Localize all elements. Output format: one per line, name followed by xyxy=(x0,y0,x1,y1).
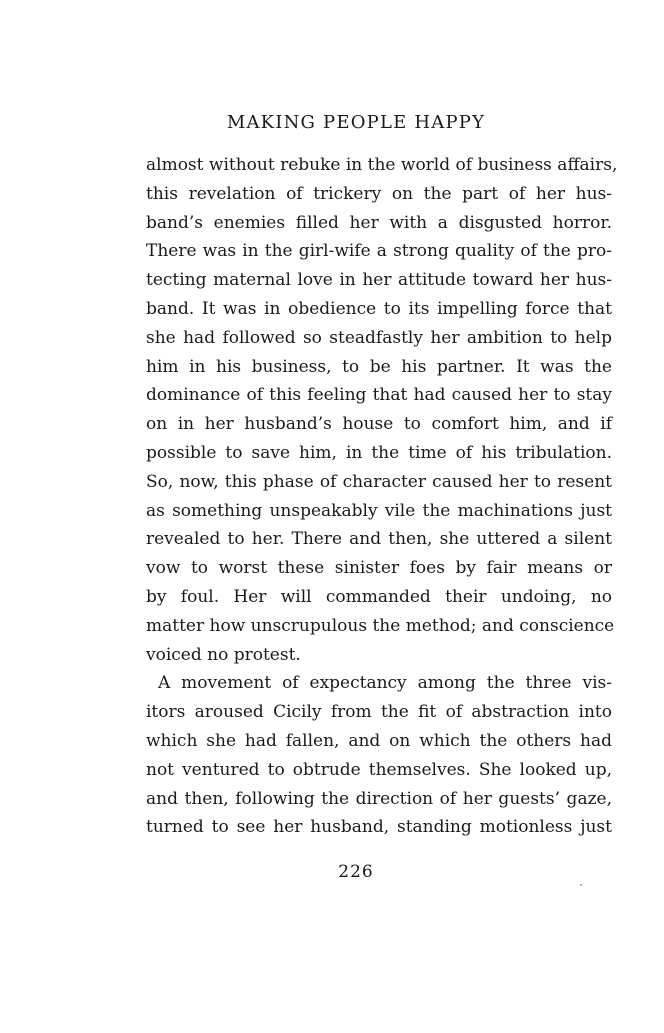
text-line-paragraph-end: voiced no protest. xyxy=(146,644,301,665)
text-line: by foul. Her will commanded their undoing, no xyxy=(146,586,612,607)
text-line: revealed to her. There and then, she uttered a silent xyxy=(146,529,612,550)
text-line: which she had fallen, and on which the others had xyxy=(146,730,612,751)
text-line: this revelation of trickery on the part of her hus- xyxy=(146,183,612,204)
text-line: tecting maternal love in her attitude toward her hus- xyxy=(146,270,612,291)
text-line: turned to see her husband, standing motionless just xyxy=(146,817,612,838)
text-line: There was in the girl-wife a strong quality of the pro- xyxy=(146,241,612,262)
text-line: itors aroused Cicily from the fit of abstraction into xyxy=(146,702,612,723)
text-line: band’s enemies filled her with a disgusted horror. xyxy=(146,212,612,233)
text-line: band. It was in obedience to its impelling force that xyxy=(146,298,612,319)
text-line-paragraph-start: A movement of expectancy among the three vis- xyxy=(158,673,612,694)
body-text xyxy=(146,151,618,842)
paper-speck xyxy=(580,884,582,886)
text-line: as something unspeakably vile the machinations just xyxy=(146,500,612,521)
text-line: vow to worst these sinister foes by fair means or xyxy=(146,558,612,579)
text-line: on in her husband’s house to comfort him, and if xyxy=(146,414,612,435)
text-line: almost without rebuke in the world of business affairs, xyxy=(146,155,618,175)
text-line: So, now, this phase of character caused her to resent xyxy=(146,471,612,492)
text-line: matter how unscrupulous the method; and conscience xyxy=(146,615,615,636)
text-line: not ventured to obtrude themselves. She looked up, xyxy=(146,759,612,780)
text-line: possible to save him, in the time of his tribulation. xyxy=(146,442,612,463)
text-line: him in his business, to be his partner. It was the xyxy=(146,356,612,377)
text-line: and then, following the direction of her guests’ gaze, xyxy=(146,788,612,809)
text-line: dominance of this feeling that had caused her to stay xyxy=(146,385,612,406)
page-number: 226 xyxy=(338,862,374,882)
running-head: MAKING PEOPLE HAPPY xyxy=(226,112,486,133)
text-line: she had followed so steadfastly her ambition to help xyxy=(146,327,612,348)
